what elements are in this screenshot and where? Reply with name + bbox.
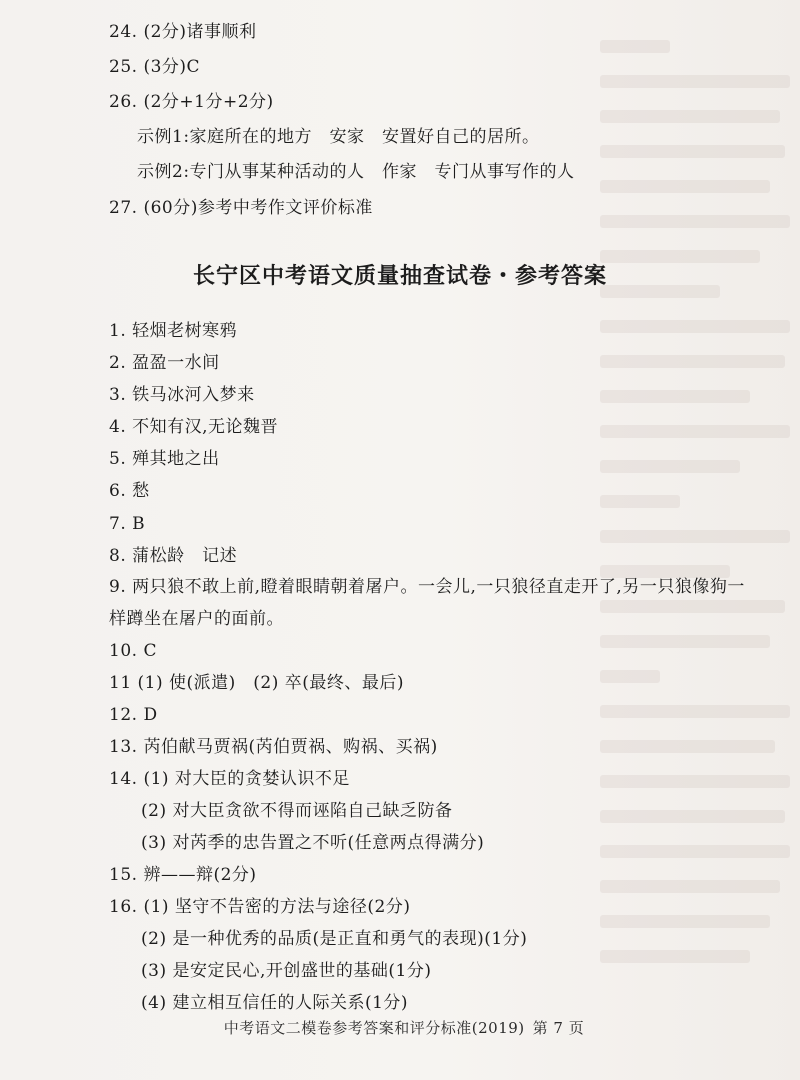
answer-3: 3. 铁马冰河入梦来: [109, 385, 255, 405]
answer-27: 27. (60分)参考中考作文评价标准: [109, 198, 373, 218]
answer-12: 12. D: [109, 705, 158, 725]
answer-11: 11 (1) 使(派遣) (2) 卒(最终、最后): [109, 673, 405, 693]
section-title: 长宁区中考语文质量抽查试卷・参考答案: [192, 264, 607, 289]
answer-13: 13. 芮伯献马贾祸(芮伯贾祸、购祸、买祸): [109, 737, 438, 757]
answer-14-part-2: (2) 对大臣贪欲不得而诬陷自己缺乏防备: [141, 801, 453, 821]
answer-5: 5. 殚其地之出: [109, 449, 220, 469]
answer-14-part-1: 14. (1) 对大臣的贪婪认识不足: [109, 769, 350, 789]
answer-4: 4. 不知有汉,无论魏晋: [109, 417, 279, 437]
answer-6: 6. 愁: [109, 481, 150, 501]
answer-9-continued: 样蹲坐在屠户的面前。: [109, 609, 284, 629]
answer-2: 2. 盈盈一水间: [109, 353, 220, 373]
answer-7: 7. B: [109, 514, 146, 534]
answer-16-part-1: 16. (1) 坚守不告密的方法与途径(2分): [109, 897, 411, 917]
answer-9: 9. 两只狼不敢上前,瞪着眼睛朝着屠户。一会儿,一只狼径直走开了,另一只狼像狗一: [109, 577, 745, 597]
answer-16-part-3: (3) 是安定民心,开创盛世的基础(1分): [141, 961, 432, 981]
answer-26-example-2: 示例2:专门从事某种活动的人 作家 专门从事写作的人: [137, 162, 575, 182]
answer-1: 1. 轻烟老树寒鸦: [109, 321, 238, 341]
answer-8: 8. 蒲松龄 记述: [109, 546, 238, 566]
answer-25: 25. (3分)C: [109, 57, 201, 77]
answer-14-part-3: (3) 对芮季的忠告置之不听(任意两点得满分): [141, 833, 485, 853]
footer-text: 中考语文二模卷参考答案和评分标准(2019): [223, 1019, 525, 1037]
answer-24: 24. (2分)诸事顺利: [109, 22, 257, 42]
page-number: 第 7 页: [532, 1019, 585, 1037]
answer-16-part-2: (2) 是一种优秀的品质(是正直和勇气的表现)(1分): [141, 929, 528, 949]
answer-15: 15. 辨——辩(2分): [109, 865, 257, 885]
answer-26: 26. (2分+1分+2分): [109, 92, 274, 112]
answer-10: 10. C: [109, 641, 157, 661]
bleed-through-text: [600, 30, 795, 990]
page-footer: [0, 1017, 800, 1038]
answer-26-example-1: 示例1:家庭所在的地方 安家 安置好自己的居所。: [137, 127, 540, 147]
answer-16-part-4: (4) 建立相互信任的人际关系(1分): [141, 993, 409, 1013]
